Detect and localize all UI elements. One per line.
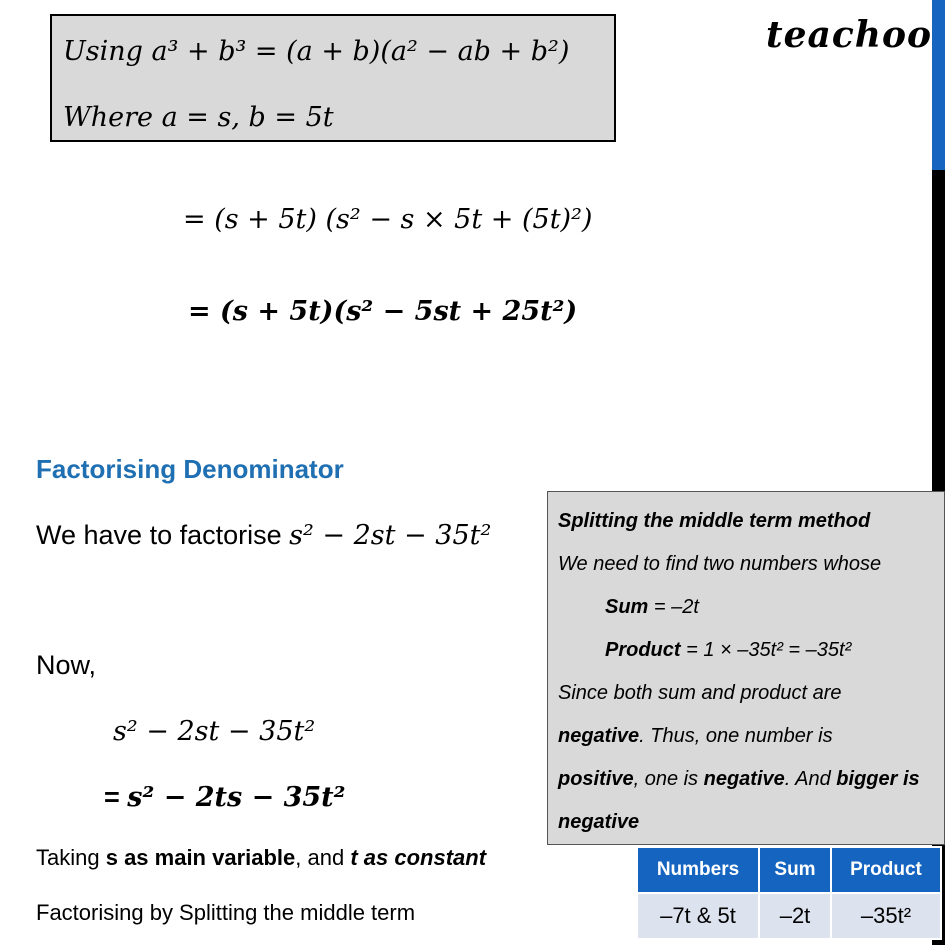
note-line-6-mid2: . And — [784, 768, 837, 790]
note-title: Splitting the middle term method — [558, 510, 871, 532]
section-heading: Factorising Denominator — [36, 454, 344, 484]
cell-product: –35t² — [831, 893, 941, 939]
sum-label: Sum — [605, 596, 649, 618]
taking-prefix: Taking — [36, 845, 106, 870]
main-variable-text: s as main variable — [105, 845, 296, 870]
factorising-method-line: Factorising by Splitting the middle term — [36, 900, 416, 925]
denominator-rewritten: s² − 2ts − 35t² — [127, 782, 346, 813]
teachoo-logo: teachoo — [766, 14, 932, 56]
denominator-line-2 — [104, 782, 345, 813]
negative-word: negative — [558, 725, 640, 747]
substitution-note: Where a = s, b = 5t — [63, 102, 334, 133]
side-accent-bar — [932, 0, 945, 172]
expansion-step-2: = (s + 5t)(s² − 5st + 25t²) — [188, 296, 578, 327]
note-line-6 — [558, 768, 920, 791]
intro-prefix: We have to factorise — [36, 520, 290, 550]
note-line-7: negative — [558, 811, 640, 833]
positive-word: positive — [558, 768, 634, 790]
splitting-method-note — [547, 491, 945, 845]
note-line-5-rest: . Thus, one number is — [639, 725, 833, 747]
expansion-step-1: = (s + 5t) (s² − s × 5t + (5t)²) — [183, 204, 593, 235]
numbers-table — [636, 846, 942, 940]
negative-word-2: negative — [703, 768, 785, 790]
header-product: Product — [831, 847, 941, 893]
identity-formula: Using a³ + b³ = (a + b)(a² − ab + b²) — [63, 36, 570, 67]
denominator-line-1: s² − 2st − 35t² — [113, 716, 316, 747]
product-label: Product — [605, 639, 681, 661]
taking-line — [36, 845, 486, 871]
header-numbers: Numbers — [637, 847, 759, 893]
note-line-6-mid: , one is — [633, 768, 704, 790]
sum-value: = –2t — [648, 596, 699, 618]
factorise-intro — [36, 520, 491, 551]
identity-formula-box — [50, 14, 616, 142]
now-label: Now, — [36, 650, 97, 680]
cell-sum: –2t — [759, 893, 831, 939]
constant-text: t as constant — [350, 845, 487, 870]
table-header-row — [637, 847, 941, 893]
note-product — [605, 639, 851, 662]
note-line-4: Since both sum and product are — [558, 682, 842, 704]
bigger-is-text: bigger is — [836, 768, 920, 790]
product-value: = 1 × –35t² = –35t² — [680, 639, 852, 661]
note-line-1: We need to find two numbers whose — [558, 553, 882, 575]
intro-expression: s² − 2st − 35t² — [289, 520, 492, 551]
header-sum: Sum — [759, 847, 831, 893]
cell-numbers: –7t & 5t — [637, 893, 759, 939]
equals-sign: = — [104, 782, 128, 812]
table-row — [637, 893, 941, 939]
taking-middle: , and — [295, 845, 351, 870]
note-line-5 — [558, 725, 833, 748]
note-sum — [605, 596, 699, 619]
